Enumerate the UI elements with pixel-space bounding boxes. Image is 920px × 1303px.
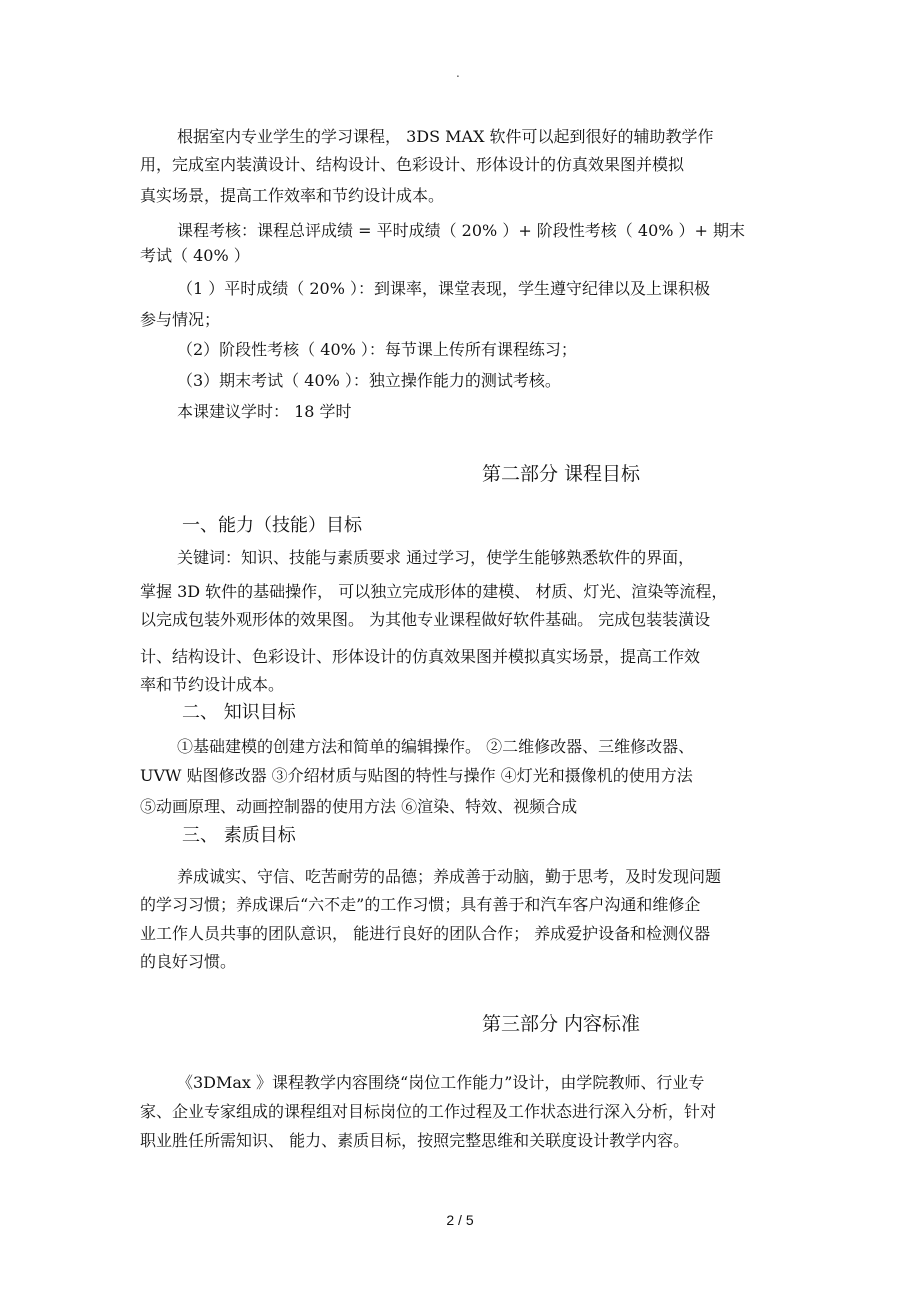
knowledge-line-3: ⑤动画原理、动画控制器的使用方法 ⑥渲染、特效、视频合成 xyxy=(140,797,578,816)
part3-line-1: 《3DMax 》课程教学内容围绕“岗位工作能力”设计，由学院教师、行业专 xyxy=(177,1073,705,1092)
intro-line-2: 用，完成室内装潢设计、结构设计、色彩设计、形体设计的仿真效果图并模拟 xyxy=(140,155,685,174)
ability-line-2: 掌握 3D 软件的基础操作， 可以独立完成形体的建模、 材质、灯光、渲染等流程， xyxy=(140,582,728,601)
assessment-line-5: （2）阶段性考核（ 40% ）：每节课上传所有课程练习； xyxy=(177,340,577,359)
knowledge-line-2: UVW 贴图修改器 ③介绍材质与贴图的特性与操作 ④灯光和摄像机的使用方法 xyxy=(140,766,693,785)
intro-line-1: 根据室内专业学生的学习课程， 3DS MAX 软件可以起到很好的辅助教学作 xyxy=(177,127,714,146)
header-dot: . xyxy=(456,66,460,80)
part3-title: 第三部分 内容标准 xyxy=(482,1013,641,1035)
part3-line-3: 职业胜任所需知识、 能力、素质目标，按照完整思维和关联度设计教学内容。 xyxy=(140,1131,690,1150)
quality-line-3: 业工作人员共事的团队意识， 能进行良好的团队合作； 养成爱护设备和检测仪器 xyxy=(140,924,711,943)
assessment-line-6: （3）期末考试（ 40% ）：独立操作能力的测试考核。 xyxy=(177,371,561,390)
quality-line-2: 的学习习惯；养成课后“六不走”的工作习惯；具有善于和汽车客户沟通和维修企 xyxy=(140,895,701,914)
part2-title: 第二部分 课程目标 xyxy=(482,463,641,485)
ability-line-3: 以完成包装外观形体的效果图。 为其他专业课程做好软件基础。 完成包装装潢设 xyxy=(140,610,711,629)
quality-heading: 三、 素质目标 xyxy=(182,825,296,846)
assessment-line-4: 参与情况； xyxy=(140,310,221,329)
knowledge-line-1: ①基础建模的创建方法和简单的编辑操作。 ②二维修改器、三维修改器、 xyxy=(177,737,695,756)
knowledge-heading: 二、 知识目标 xyxy=(182,702,296,723)
ability-line-5: 率和节约设计成本。 xyxy=(140,675,285,694)
assessment-line-3: （1 ）平时成绩（ 20% ）：到课率，课堂表现，学生遵守纪律以及上课积极 xyxy=(177,279,711,298)
quality-line-1: 养成诚实、守信、吃苦耐劳的品德；养成善于动脑，勤于思考，及时发现问题 xyxy=(177,867,722,886)
assessment-line-1: 课程考核：课程总评成绩 = 平时成绩（ 20% ）+ 阶段性考核（ 40% ）+ 期末 xyxy=(177,221,746,240)
part3-line-2: 家、企业专家组成的课程组对目标岗位的工作过程及工作状态进行深入分析，针对 xyxy=(140,1102,717,1121)
ability-line-1: 关键词：知识、技能与素质要求 通过学习，使学生能够熟悉软件的界面， xyxy=(177,548,695,567)
page-number: 2 / 5 xyxy=(446,1212,474,1228)
assessment-line-2: 考试（ 40% ） xyxy=(140,246,250,265)
ability-heading: 一、能力（技能）目标 xyxy=(182,515,362,536)
intro-line-3: 真实场景，提高工作效率和节约设计成本。 xyxy=(140,186,445,205)
ability-line-4: 计、结构设计、色彩设计、形体设计的仿真效果图并模拟真实场景，提高工作效 xyxy=(140,647,701,666)
quality-line-4: 的良好习惯。 xyxy=(140,952,237,971)
assessment-line-7: 本课建议学时： 18 学时 xyxy=(177,402,352,421)
